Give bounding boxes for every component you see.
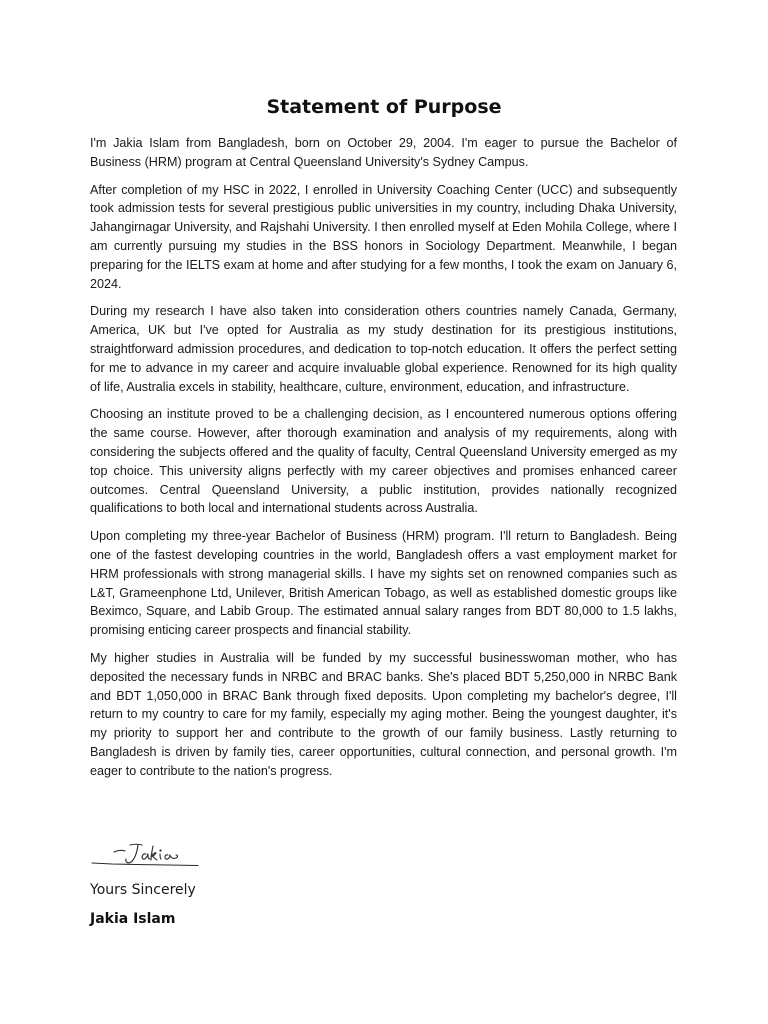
paragraph-funding: My higher studies in Australia will be funded by my successful businesswoman mother, who has deposited the necessary funds in NRBC and BRAC banks. She's placed BDT 5,250,000 in NRBC Bank and BDT 1,050,000 in BRAC Bank through fixed deposits. Upon completing my bachelor's degree, I'll return to my country to care for my family, especially my aging mother. Being the youngest daughter, it's my priority to support her and contribute to the growth of our family business. Lastly returning to Bangladesh is driven by family ties, career opportunities, cultural connection, and personal growth. I'm eager to contribute to the nation's progress. (90, 650, 677, 778)
paragraph-intro: I'm Jakia Islam from Bangladesh, born on October 29, 2004. I'm eager to pursue the Bachelor of Business (HRM) program at Central Queensland University's Sydney Campus. (90, 136, 677, 169)
paragraph-destination: During my research I have also taken into consideration others countries namely Canada, Germany, America, UK but I've opted for Australia as my study destination for its prestigious institutions, straightforward admission procedures, and dedication to top-notch education. It offers the perfect setting for me to advance in my career and acquire invaluable global experience. Renowned for its high quality of life, Australia excels in stability, healthcare, culture, environment, education, and infrastructure. (90, 304, 677, 394)
paragraph-career: Upon completing my three-year Bachelor of Business (HRM) program. I'll return to Bangladesh. Being one of the fastest developing countries in the world, Bangladesh offers a vast employment market for HRM professionals with strong managerial skills. I have my sights set on renowned companies such as L&T, Grameenphone Ltd, Unilever, British American Tobago, as well as established domestic groups like Beximco, Square, and Labib Group. The estimated annual salary ranges from BDT 80,000 to 1.5 lakhs, promising enticing career prospects and financial stability. (90, 529, 677, 638)
paragraph-institute: Choosing an institute proved to be a challenging decision, as I encountered numerous options offering the same course. However, after thorough examination and analysis of my requirements, along with considering the subjects offered and the quality of faculty, Central Queensland University emerged as my top choice. This university aligns perfectly with my career objectives and promises enhanced career outcomes. Central Queensland University, a public institution, provides nationally recognized qualifications to both local and international students across Australia. (90, 407, 677, 516)
document-title: Statement of Purpose (266, 96, 502, 118)
paragraph-education: After completion of my HSC in 2022, I enrolled in University Coaching Center (UCC) and subsequently took admission tests for several prestigious public universities in my country, including Dhaka University, Jahangirnagar University, and Rajshahi University. I then enrolled myself at Eden Mohila College, where I am currently pursuing my studies in the BSS honors in Sociology Department. Meanwhile, I began preparing for the IELTS exam at home and after studying for a few months, I took the exam on January 6, 2024. (90, 182, 677, 291)
signatory-name: Jakia Islam (90, 911, 176, 927)
closing-salutation: Yours Sincerely (90, 882, 196, 898)
document-body (90, 134, 677, 790)
handwritten-signature (90, 838, 202, 874)
